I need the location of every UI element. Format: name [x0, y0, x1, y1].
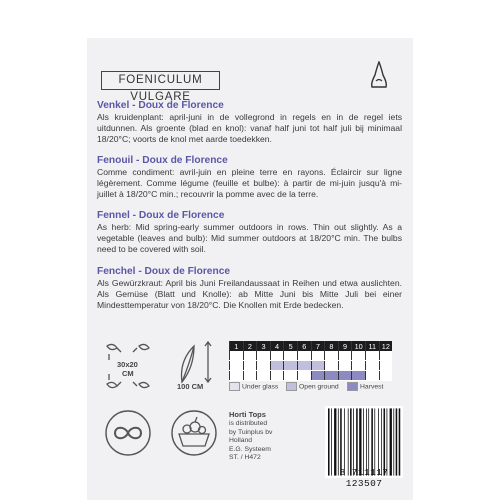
spacing-label-2: CM	[122, 369, 134, 378]
section-heading: Fenouil - Doux de Florence	[97, 155, 228, 166]
barcode-bar	[393, 408, 394, 475]
barcode-bar	[368, 408, 369, 475]
calendar-cell-harvest	[230, 371, 244, 381]
calendar-cell-under-glass	[257, 351, 271, 361]
sowing-calendar	[229, 341, 392, 381]
calendar-cell-under-glass	[297, 351, 311, 361]
section-text: Als kruidenplant: april-juni in de vollegrond in regels en in de regel iets uitdunnen. Als groente (blad en knol): vanaf half juni tot half juli bij minimaal 18/20°C; voorts de knol met aarde toedekken.	[97, 112, 402, 145]
distributor-info	[229, 411, 272, 462]
calendar-cell-under-glass	[270, 351, 284, 361]
calendar-cell-harvest	[297, 371, 311, 381]
section-dutch	[97, 100, 402, 146]
section-text: As herb: Mid spring-early summer outdoors in rows. Thin out slightly. As a vegetable (leaves and bulb): Mid summer outdoors at 18/20°C min. The bulbs need to be covered with soil.	[97, 222, 402, 255]
calendar-cell-under-glass	[379, 351, 392, 361]
calendar-cell-under-glass	[325, 351, 339, 361]
calendar-cell-harvest	[365, 371, 379, 381]
plant-height-icon	[170, 338, 218, 386]
calendar-cell-open-ground	[243, 361, 257, 371]
latin-name-box: FOENICULUM VULGARE	[101, 71, 220, 90]
barcode-bar	[363, 408, 364, 475]
barcode-bar	[359, 408, 361, 475]
section-heading: Fenchel - Doux de Florence	[97, 266, 231, 277]
calendar-month: 9	[338, 341, 352, 351]
section-german	[97, 266, 402, 312]
barcode-bar	[348, 408, 349, 475]
calendar-cell-open-ground	[257, 361, 271, 371]
calendar-cell-under-glass	[243, 351, 257, 361]
calendar-month: 11	[365, 341, 379, 351]
calendar-month: 7	[311, 341, 325, 351]
barcode-bar	[340, 408, 342, 475]
barcode-bar	[387, 408, 388, 475]
legend-label: Harvest	[360, 383, 384, 391]
barcode-bar	[356, 408, 358, 475]
calendar-month: 8	[325, 341, 339, 351]
calendar-cell-harvest	[284, 371, 298, 381]
calendar-cell-harvest	[325, 371, 339, 381]
spacing-label-1: 30x20	[117, 360, 138, 369]
calendar-row-under-glass	[230, 351, 393, 361]
section-heading: Fennel - Doux de Florence	[97, 210, 225, 221]
barcode-bar	[366, 408, 367, 475]
barcode-bar	[331, 408, 332, 475]
brand-logo-icon	[369, 61, 389, 91]
calendar-cell-open-ground	[270, 361, 284, 371]
calendar-cell-open-ground	[297, 361, 311, 371]
barcode-bar	[350, 408, 352, 475]
calendar-cell-under-glass	[365, 351, 379, 361]
barcode-bar	[390, 408, 392, 475]
calendar-month: 10	[352, 341, 366, 351]
barcode-bar	[344, 408, 345, 475]
calendar-cell-open-ground	[352, 361, 366, 371]
legend-swatch-open-ground	[286, 382, 297, 391]
legend-label: Open ground	[299, 383, 339, 391]
calendar-cell-harvest	[352, 371, 366, 381]
calendar-month: 6	[297, 341, 311, 351]
barcode-bar	[381, 408, 382, 475]
legend-swatch-harvest	[347, 382, 358, 391]
calendar-month: 12	[379, 341, 392, 351]
calendar-month: 1	[230, 341, 244, 351]
calendar-cell-harvest	[243, 371, 257, 381]
calendar-cell-harvest	[379, 371, 392, 381]
calendar-cell-under-glass	[352, 351, 366, 361]
legend-open-ground	[286, 382, 339, 391]
barcode-bar	[384, 408, 386, 475]
calendar-cell-harvest	[257, 371, 271, 381]
legend-harvest	[347, 382, 383, 391]
calendar-cell-harvest	[338, 371, 352, 381]
barcode-number: 8 711117 123507	[339, 467, 389, 489]
barcode-bar	[396, 408, 398, 475]
calendar-cell-open-ground	[325, 361, 339, 371]
barcode-bar	[374, 408, 375, 475]
section-text: Comme condiment: avril-juin en pleine terre en rayons. Éclaircir sur ligne légèrement. Comme légume (feuille et bulbe): à partir de mi-juin jusqu'à mi-juillet à 18/20°C min.; recouvrir la pomme avec de la terre.	[97, 167, 402, 200]
infinity-icon	[99, 404, 157, 462]
calendar-cell-open-ground	[311, 361, 325, 371]
calendar-cell-under-glass	[230, 351, 244, 361]
distributor-line: E.G. Systeem	[229, 445, 271, 453]
section-english	[97, 210, 402, 256]
calendar-cell-under-glass	[338, 351, 352, 361]
legend-label: Under glass	[242, 383, 279, 391]
calendar-month: 2	[243, 341, 257, 351]
calendar-month: 4	[270, 341, 284, 351]
section-heading: Venkel - Doux de Florence	[97, 100, 224, 111]
calendar-cell-open-ground	[379, 361, 392, 371]
distributor-line: by Tuinplus bv	[229, 428, 273, 436]
section-text: Als Gewürzkraut: April bis Juni Freilandaussaat in Reihen und etwa auslichten. Als Gemüse (Blatt und Knolle): ab Mitte Juni bis Mitte Juli bei einer Mindesttemperatur von 18/20°C. Die Knollen mit Erde bedecken.	[97, 278, 402, 311]
calendar-cell-harvest	[270, 371, 284, 381]
barcode-bar	[353, 408, 354, 475]
barcode-bar	[334, 408, 336, 475]
distributor-line: ST. / H472	[229, 454, 261, 462]
calendar-month: 5	[284, 341, 298, 351]
barcode-bar	[399, 408, 401, 475]
distributor-line: is distributed	[229, 420, 268, 428]
section-french	[97, 155, 402, 201]
calendar-cell-under-glass	[311, 351, 325, 361]
barcode-bar	[338, 408, 339, 475]
barcode-bar	[328, 408, 330, 475]
calendar-row-open-ground	[230, 361, 393, 371]
height-label: 100 CM	[177, 382, 204, 391]
calendar-cell-open-ground	[230, 361, 244, 371]
distributor-brand: Horti Tops	[229, 410, 266, 419]
barcode-bar	[378, 408, 379, 475]
calendar-cell-open-ground	[284, 361, 298, 371]
calendar-cell-open-ground	[338, 361, 352, 371]
calendar-cell-under-glass	[284, 351, 298, 361]
calendar-row-harvest	[230, 371, 393, 381]
legend-swatch-under-glass	[229, 382, 240, 391]
barcode-bar	[371, 408, 373, 475]
calendar-month-row	[230, 341, 393, 351]
calendar-cell-harvest	[311, 371, 325, 381]
calendar-month: 3	[257, 341, 271, 351]
calendar-cell-open-ground	[365, 361, 379, 371]
distributor-line: Holland	[229, 437, 253, 445]
legend-under-glass	[229, 382, 278, 391]
vegetable-basket-icon	[165, 404, 223, 462]
